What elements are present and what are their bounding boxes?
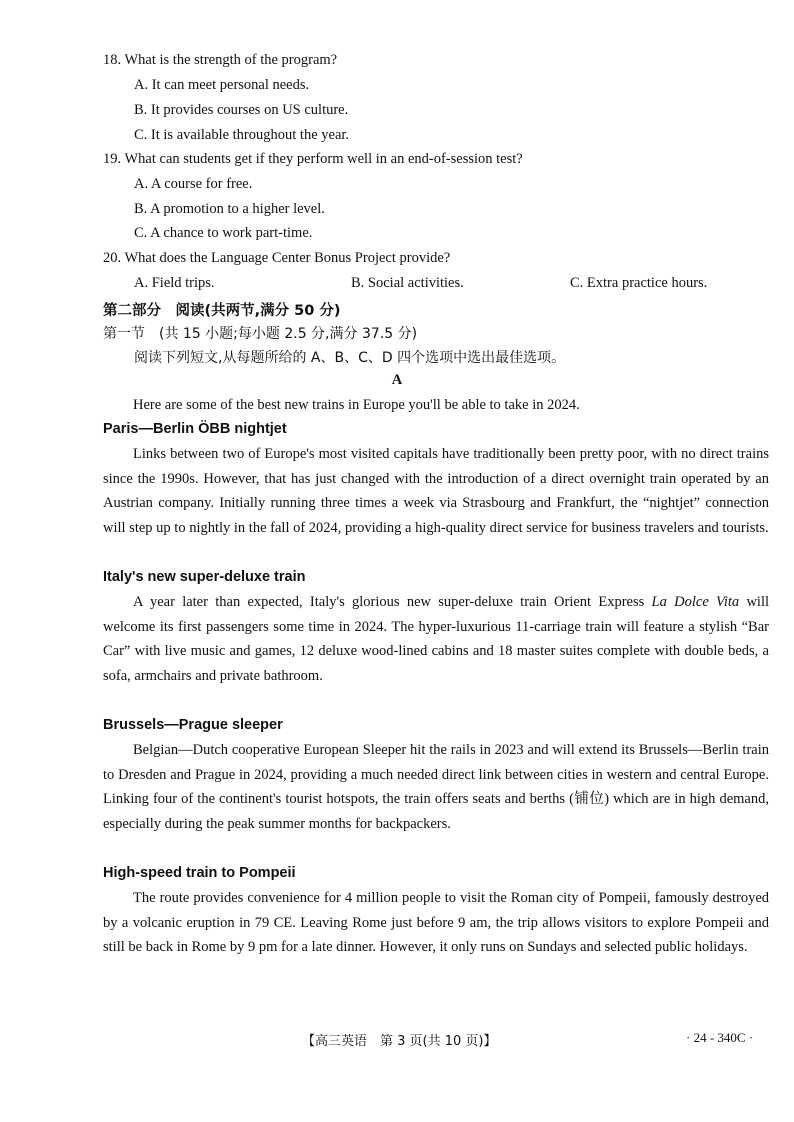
question-20-option-c: C. Extra practice hours. (570, 275, 708, 291)
section-text-paris-berlin: Links between two of Europe's most visited capitals have traditionally been pretty poor, with no direct trains since the 1990s. However, that has just changed with the introduction of a direct overnight train operated by an Austrian company. Initially running three times a week via Strasbourg and Frankfurt, the “nightjet” connection will step up to nightly in the fall of 2024, providing a high-quality direct service for business travelers and tourists. (103, 446, 769, 536)
question-18-option-c: C. It is available throughout the year. (134, 127, 350, 143)
question-20-option-b: B. Social activities. (351, 275, 464, 291)
question-20-option-a: A. Field trips. (134, 275, 215, 291)
section-text-pompeii: The route provides convenience for 4 million people to visit the Roman city of Pompeii, famously destroyed by a volcanic eruption in 79 CE. Leaving Rome just before 9 am, the trip allows visitors to explore Pompeii and still be back in Rome by 9 pm for a late dinner. However, it only runs on Sundays and selected public holidays. (103, 890, 769, 955)
passage-letter: A (391, 372, 403, 388)
question-20-stem: 20. What does the Language Center Bonus Project provide? (103, 250, 451, 266)
section-heading-pompeii: High-speed train to Pompeii (103, 865, 296, 881)
footer-page-label: 【高三英语 第 3 页(共 10 页)】 (302, 1034, 497, 1049)
italy-train-name: La Dolce Vita (651, 594, 740, 610)
question-19-option-a: A. A course for free. (134, 176, 253, 192)
question-19-option-c: C. A chance to work part-time. (134, 225, 313, 241)
section-one-title: 第一节 (共 15 小题;每小题 2.5 分,满分 37.5 分) (103, 326, 418, 342)
section-heading-italy: Italy's new super-deluxe train (103, 569, 306, 585)
reading-instruction: 阅读下列短文,从每题所给的 A、B、C、D 四个选项中选出最佳选项。 (134, 350, 566, 366)
part-two-title: 第二部分 阅读(共两节,满分 50 分) (103, 303, 341, 319)
footer-exam-code: · 24 - 340C · (686, 1030, 754, 1045)
question-18-stem: 18. What is the strength of the program? (103, 52, 338, 68)
italy-text-before: A year later than expected, Italy's glorious new super-deluxe train Orient Express (133, 594, 652, 610)
section-text-brussels-prague: Belgian—Dutch cooperative European Sleeper hit the rails in 2023 and will extend its Brussels—Berlin train to Dresden and Prague in 2024, providing a much needed direct link between cities in western and central Europe. Linking four of the continent's tourist hotspots, the train offers seats and berths (铺位) which are in high demand, especially during the peak summer months for backpackers. (103, 742, 769, 832)
question-18-option-a: A. It can meet personal needs. (134, 77, 310, 93)
question-19-stem: 19. What can students get if they perform well in an end-of-session test? (103, 151, 523, 167)
section-text-italy (103, 590, 769, 688)
passage-intro: Here are some of the best new trains in Europe you'll be able to take in 2024. (133, 397, 580, 413)
italy-text-after: will welcome its first passengers some time in 2024. The hyper-luxurious 11-carriage train will feature a stylish “Bar Car” with live music and games, 12 deluxe wood-lined cabins and 18 master suites complete with double beds, a sofa, armchairs and private bathroom. (103, 594, 769, 684)
question-18-option-b: B. It provides courses on US culture. (134, 102, 349, 118)
question-19-option-b: B. A promotion to a higher level. (134, 201, 325, 217)
section-heading-brussels-prague: Brussels—Prague sleeper (103, 717, 283, 733)
section-heading-paris-berlin: Paris—Berlin ÖBB nightjet (103, 421, 287, 437)
